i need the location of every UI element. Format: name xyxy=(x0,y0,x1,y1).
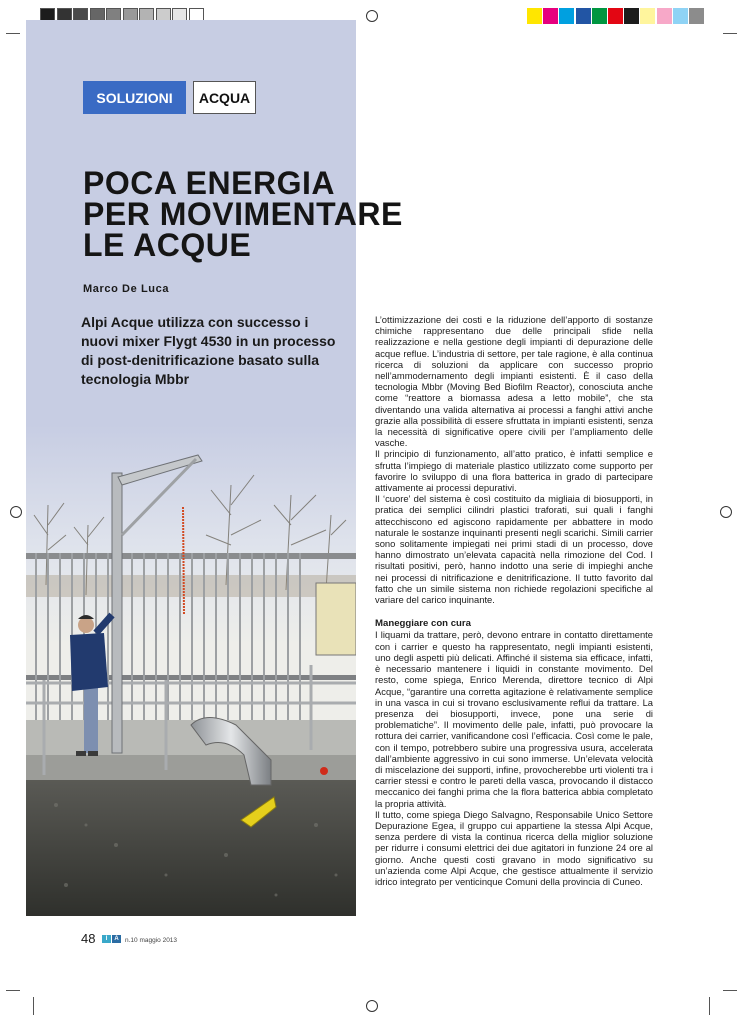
topic-tag: ACQUA xyxy=(193,81,256,114)
photo-illustration xyxy=(26,425,356,916)
title-line: PER MOVIMENTARE xyxy=(83,196,403,232)
crop-mark xyxy=(6,33,20,34)
registration-mark-icon xyxy=(720,506,732,518)
color-swatch xyxy=(608,8,623,24)
magazine-logo-letter: I xyxy=(102,935,111,943)
page-number: 48 xyxy=(81,931,96,946)
registration-mark-icon xyxy=(10,506,22,518)
crop-mark xyxy=(6,990,20,991)
title-line: POCA ENERGIA xyxy=(83,165,335,201)
author-byline: Marco De Luca xyxy=(83,283,170,295)
color-swatch xyxy=(559,8,574,24)
crop-mark xyxy=(33,997,34,1015)
color-swatch xyxy=(657,8,672,24)
registration-mark-icon xyxy=(366,1000,378,1012)
crop-mark xyxy=(723,33,737,34)
color-swatch xyxy=(640,8,655,24)
crop-mark xyxy=(723,990,737,991)
crop-mark xyxy=(709,997,710,1015)
body-paragraph: Il tutto, come spiega Diego Salvagno, Responsabile Unico Settore Depurazione Egea, il gruppo cui appartiene la stessa Alpi Acque, senza perdere di vista la continua ricerca della miglior soluzione per ridurre i consumi elettrici dei due agitatori in funzione 24 ore al giorno. Anche questi costi gravano in modo significativo su un’azienda come Alpi Acque, che gestisce attualmente il servizio idrico integrato per venticinque Comuni della provincia di Cuneo. xyxy=(375,808,653,887)
body-subheading: Maneggiare con cura xyxy=(375,618,471,630)
color-swatch xyxy=(673,8,688,24)
body-paragraph: I liquami da trattare, però, devono entrare in contatto direttamente con i carrier e questo ha rappresentato, negli impianti esistenti, uno degli aspetti più delicati. Affinché il sistema sia efficace, infatti, è necessario mantenere i liquidi in constante movimento. Del resto, come spiega, Enrico Merenda, direttore tecnico di Alpi Acque, “garantire una corretta agitazione è relativamente semplice in una vasca in cui si trovano esclusivamente reflui da trattare. La presenza dei biosupporti, invece, pone una serie di problematiche”. Il movimento delle pale, infatti, può provocare la rottura dei carrier, vanificandone così l’efficacia. Così come le pale, con il tempo, potrebbero subire una progressiva usura, accelerata dall’ambiente aggressivo in cui sono immerse. Un’elevata velocità di miscelazione dei supporti, infine, provocherebbe urti violenti tra i carrier stessi e contro le pareti della vasca, provocando il distacco meccanico dei fanghi prima che la flora batterica abbia completato la propria attività. xyxy=(375,629,653,809)
title-line: LE ACQUE xyxy=(83,227,252,263)
article-body xyxy=(375,314,653,887)
body-paragraph: Il ‘cuore’ del sistema è così costituito da migliaia di biosupporti, in pratica dei semplici cilindri plastici traforati, sui quali i fanghi attecchiscono ed agiscono rapidamente per abbattere in modo naturale le sostanze inquinanti presenti negli scarichi. Simili carrier sono solitamente impiegati nei primi stadi di un processo, dove hanno dimostrato un’elevata capacità nella rimozione del Cod. I risultati positivi, però, hanno indotto una serie di impieghi anche nei processi di nitrificazione e denitrificazione. Il tutto favorito dal fatto che un simile sistema non richiede regolazioni specifiche al variare del carico inquinante. xyxy=(375,493,653,606)
body-paragraph: Il principio di funzionamento, all’atto pratico, è infatti semplice e sfrutta l’impiego di materiale plastico utilizzato come supporto per favorire lo sviluppo di una flora batterica in grado di partecipare attivamente ai processi depurativi. xyxy=(375,448,653,494)
article-photo xyxy=(26,425,356,916)
color-swatch xyxy=(576,8,591,24)
color-swatch xyxy=(624,8,639,24)
color-swatch xyxy=(543,8,558,24)
article-title xyxy=(83,165,503,263)
section-tag: SOLUZIONI xyxy=(83,81,186,114)
issue-info: n.10 maggio 2013 xyxy=(125,937,178,944)
registration-mark-icon xyxy=(366,10,378,22)
lead-paragraph: Alpi Acque utilizza con successo i nuovi mixer Flygt 4530 in un processo di post-denitrificazione basato sulla tecnologia Mbbr xyxy=(81,314,336,387)
color-swatch xyxy=(689,8,704,24)
body-paragraph: L’ottimizzazione dei costi e la riduzione dell’apporto di sostanze chimiche rappresentano due delle principali sfide nella realizzazione e nella gestione degli impianti di depurazione delle acque reflue. L’industria di settore, per tale ragione, è alla continua ricerca di soluzioni da applicare con successo proprio nell’ammodernamento degli impianti esistenti. È il caso della tecnologia Mbbr (Moving Bed Biofilm Reactor), conosciuta anche come “reattore a biomassa adesa a letto mobile”, che sta diventando una valida alternativa ai processi a fanghi attivi anche grazie alla possibilità di essere sfruttata in impianti esistenti, senza la necessità di significative opere civili per l’ampliamento delle vasche. xyxy=(375,314,653,449)
magazine-logo-letter: A xyxy=(112,935,121,943)
color-swatch xyxy=(527,8,542,24)
color-swatch xyxy=(592,8,607,24)
